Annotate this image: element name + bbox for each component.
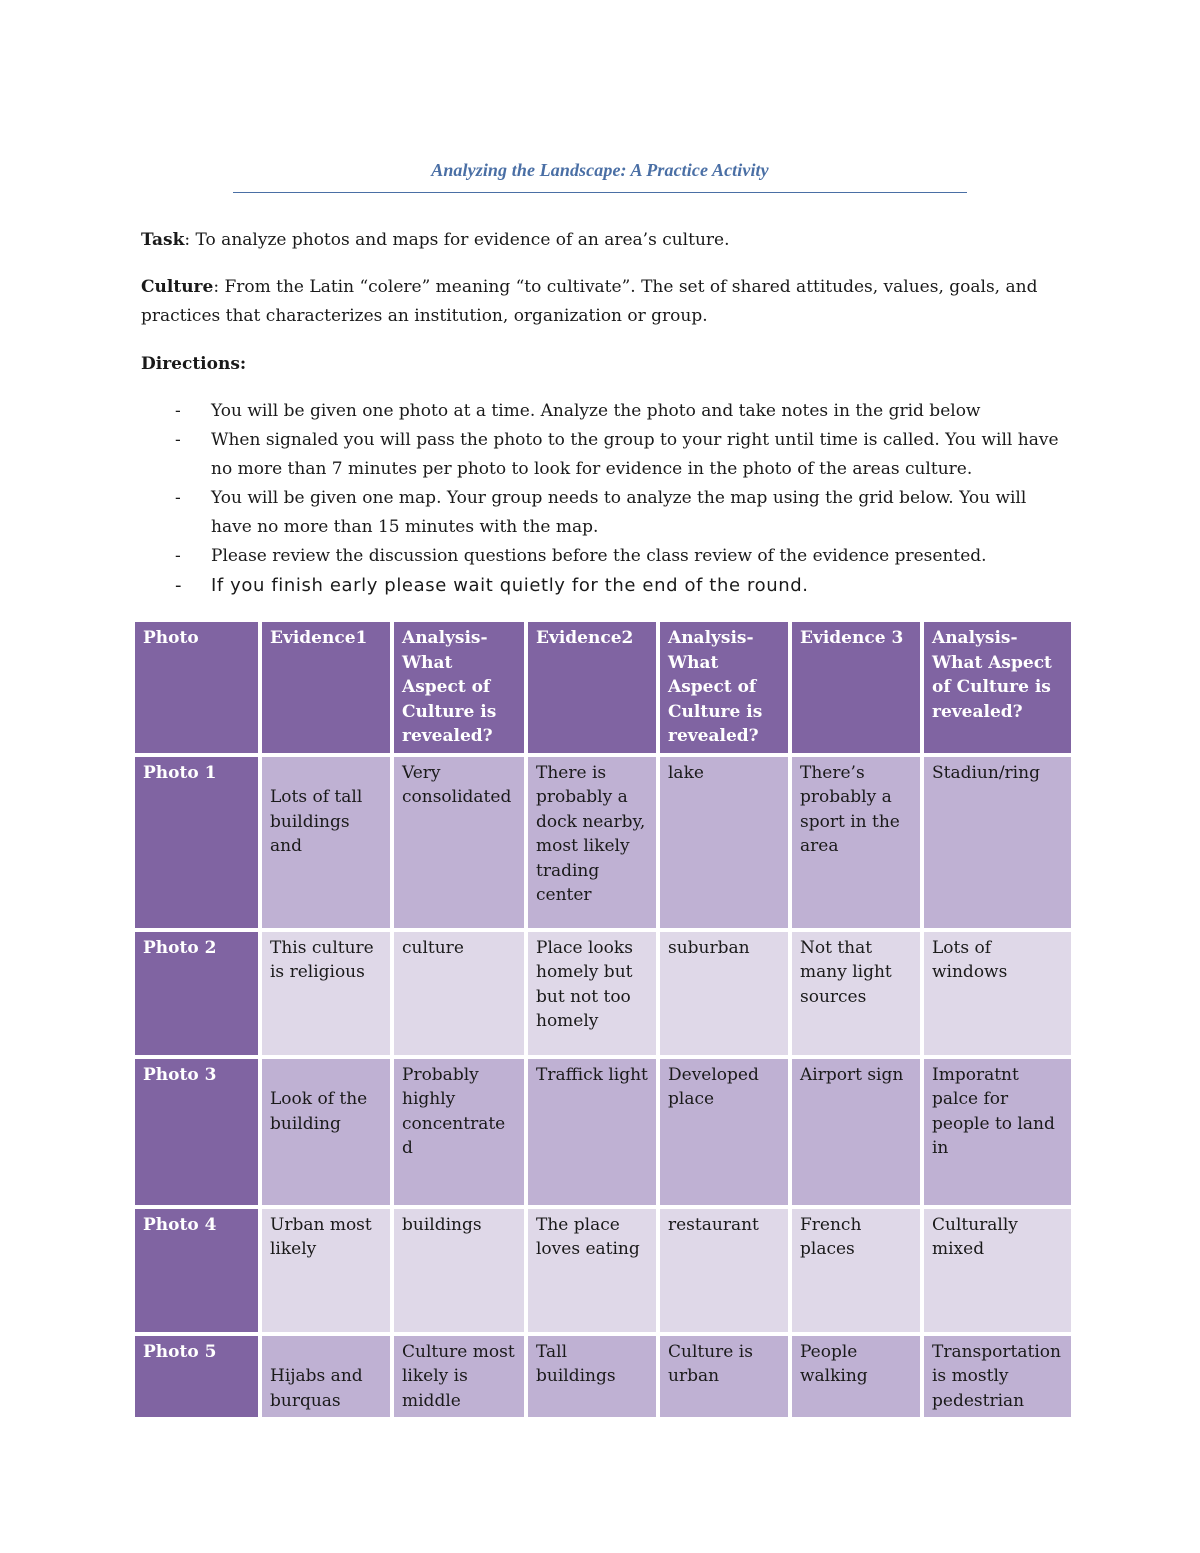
row-header: Photo 2 (135, 932, 258, 1055)
directions-heading: Directions: (141, 354, 247, 374)
row-header: Photo 1 (135, 757, 258, 928)
document-title: Analyzing the Landscape: A Practice Activity (431, 160, 769, 180)
culture-label: Culture (141, 277, 214, 297)
table-cell: suburban (660, 932, 788, 1055)
table-cell: Very consolidated (394, 757, 524, 928)
cell-text: Look of the building (270, 1089, 368, 1134)
list-item (141, 484, 1061, 542)
table-cell: There’s probably a sport in the area (792, 757, 920, 928)
table-cell: Culture is urban (660, 1336, 788, 1418)
table-cell: Probably highly concentrated (394, 1059, 524, 1205)
header-row (135, 622, 1071, 753)
row-header: Photo 4 (135, 1209, 258, 1332)
table-row (135, 1336, 1071, 1418)
table-cell: Lots of windows (924, 932, 1071, 1055)
list-item-text: You will be given one map. Your group needs to analyze the map using the grid below. You will have no more than 15 minutes with the map. (211, 488, 1027, 537)
culture-paragraph (141, 273, 1061, 331)
column-header: Evidence2 (528, 622, 656, 753)
list-item (141, 426, 1061, 484)
task-label: Task (141, 230, 185, 250)
table-cell: Tall buildings (528, 1336, 656, 1418)
bullet-dash: - (175, 546, 181, 566)
list-item-text: Please review the discussion questions before the class review of the evidence presented. (211, 546, 987, 566)
table-row (135, 1059, 1071, 1205)
table-cell: French places (792, 1209, 920, 1332)
table-cell: Traffick light (528, 1059, 656, 1205)
table-row (135, 932, 1071, 1055)
table-cell: Culture most likely is middle (394, 1336, 524, 1418)
cell-spacer (270, 1340, 382, 1365)
table-cell: Not that many light sources (792, 932, 920, 1055)
task-paragraph (141, 226, 1061, 255)
evidence-grid (131, 618, 1075, 1421)
table-cell (262, 757, 390, 928)
bullet-dash: - (175, 430, 181, 450)
list-item (141, 542, 1061, 571)
table-cell: Place looks homely but but not too homely (528, 932, 656, 1055)
table-cell: Culturally mixed (924, 1209, 1071, 1332)
table-row (135, 1209, 1071, 1332)
table-cell: culture (394, 932, 524, 1055)
row-header: Photo 5 (135, 1336, 258, 1418)
list-item-text: If you finish early please wait quietly for the end of the round. (211, 575, 809, 596)
cell-spacer (270, 761, 382, 786)
cell-text: Lots of tall buildings and (270, 787, 363, 856)
column-header: Evidence1 (262, 622, 390, 753)
title-underline (233, 192, 967, 193)
table-cell: Developed place (660, 1059, 788, 1205)
cell-text: Hijabs and burquas (270, 1366, 363, 1411)
table-cell: restaurant (660, 1209, 788, 1332)
table-cell (262, 1059, 390, 1205)
column-header: Evidence 3 (792, 622, 920, 753)
task-text: : To analyze photos and maps for evidence of an area’s culture. (184, 230, 730, 250)
list-item (141, 571, 1061, 600)
table-cell: Airport sign (792, 1059, 920, 1205)
table-cell: lake (660, 757, 788, 928)
list-item-text: You will be given one photo at a time. Analyze the photo and take notes in the grid below (211, 401, 981, 421)
table-cell: There is probably a dock nearby, most likely trading center (528, 757, 656, 928)
column-header: Analysis- What Aspect of Culture is revealed? (394, 622, 524, 753)
row-header: Photo 3 (135, 1059, 258, 1205)
column-header: Analysis- What Aspect of Culture is revealed? (924, 622, 1071, 753)
table-cell: Urban most likely (262, 1209, 390, 1332)
column-header: Photo (135, 622, 258, 753)
table-cell: Imporatnt palce for people to land in (924, 1059, 1071, 1205)
bullet-dash: - (175, 488, 181, 508)
list-item (141, 397, 1061, 426)
table-cell: Transportation is mostly pedestrian (924, 1336, 1071, 1418)
table-cell (262, 1336, 390, 1418)
table-row (135, 757, 1071, 928)
directions-list (141, 397, 1061, 600)
list-item-text: When signaled you will pass the photo to the group to your right until time is called. You will have no more than 7 minutes per photo to look for evidence in the photo of the areas culture. (211, 430, 1059, 479)
table-cell: Stadiun/ring (924, 757, 1071, 928)
bullet-dash: - (175, 401, 181, 421)
culture-text: : From the Latin “colere” meaning “to cultivate”. The set of shared attitudes, values, goals, and practices that characterizes an institution, organization or group. (141, 277, 1038, 326)
column-header: Analysis- What Aspect of Culture is revealed? (660, 622, 788, 753)
table-cell: This culture is religious (262, 932, 390, 1055)
table-cell: buildings (394, 1209, 524, 1332)
bullet-dash: - (175, 575, 183, 596)
table-cell: The place loves eating (528, 1209, 656, 1332)
cell-spacer (270, 1063, 382, 1088)
table-cell: People walking (792, 1336, 920, 1418)
